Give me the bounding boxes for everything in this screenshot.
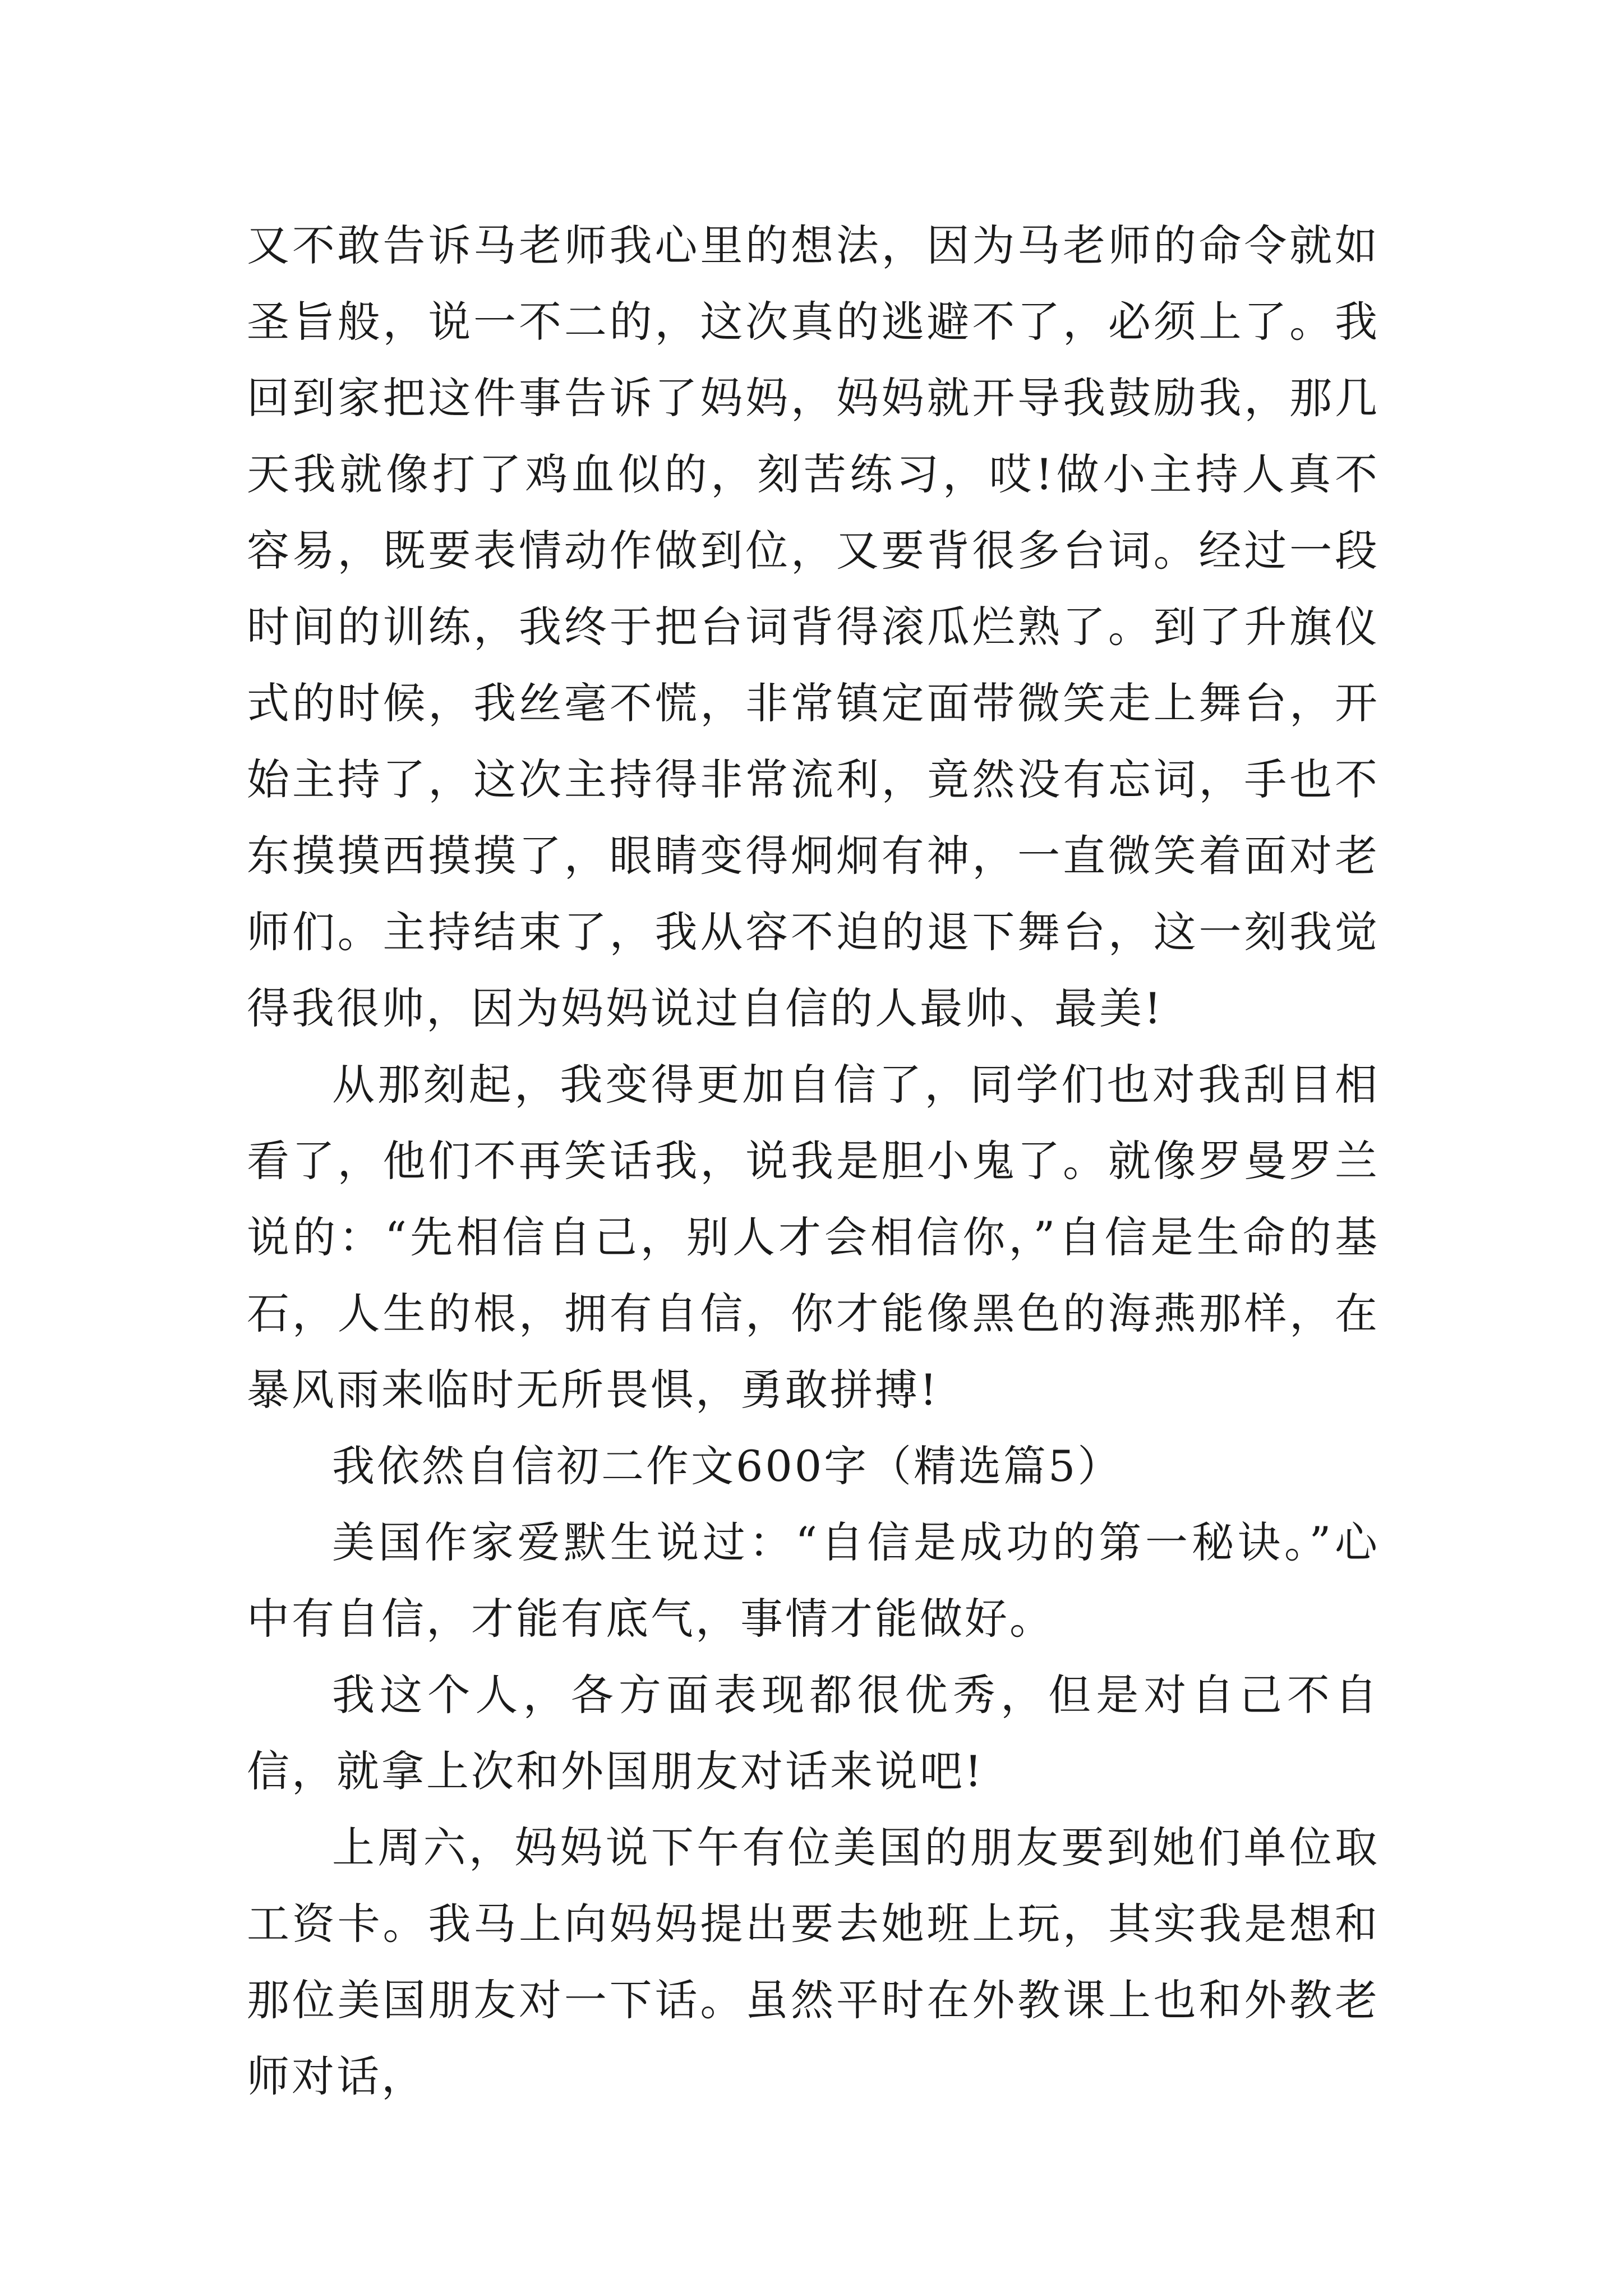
paragraph-emerson-quote: 美国作家爱默生说过：“自信是成功的第一秘诀。”心中有自信，才能有底气，事情才能做好。 bbox=[247, 1517, 1380, 1644]
paragraph-confidence-growth: 从那刻起，我变得更加自信了，同学们也对我刮目相看了，他们不再笑话我，说我是胆小鬼了。就像罗曼罗兰说的：“先相信自己，别人才会相信你，”自信是生命的基石，人生的根，拥有自信，你才能像黑色的海燕那样，在暴风雨来临时无所畏惧，勇敢拼搏! bbox=[247, 1060, 1380, 1415]
paragraph-continued: 又不敢告诉马老师我心里的想法，因为马老师的命令就如圣旨般，说一不二的，这次真的逃避不了，必须上了。我回到家把这件事告诉了妈妈，妈妈就开导我鼓励我，那几天我就像打了鸡血似的，刻苦练习，哎!做小主持人真不容易，既要表情动作做到位，又要背很多台词。经过一段时间的训练，我终于把台词背得滚瓜烂熟了。到了升旗仪式的时候，我丝毫不慌，非常镇定面带微笑走上舞台，开始主持了，这次主持得非常流利，竟然没有忘词，手也不东摸摸西摸摸了，眼睛变得炯炯有神，一直微笑着面对老师们。主持结束了，我从容不迫的退下舞台，这一刻我觉得我很帅，因为妈妈说过自信的人最帅、最美! bbox=[247, 220, 1380, 1033]
document-body bbox=[247, 208, 1380, 2115]
paragraph-saturday-story: 上周六，妈妈说下午有位美国的朋友要到她们单位取工资卡。我马上向妈妈提出要去她班上玩，其实我是想和那位美国朋友对一下话。虽然平时在外教课上也和外教老师对话， bbox=[247, 1823, 1380, 2101]
section-heading: 我依然自信初二作文600字（精选篇5） bbox=[332, 1441, 1123, 1491]
paragraph-self-intro: 我这个人，各方面表现都很优秀，但是对自己不自信，就拿上次和外国朋友对话来说吧! bbox=[247, 1670, 1380, 1796]
